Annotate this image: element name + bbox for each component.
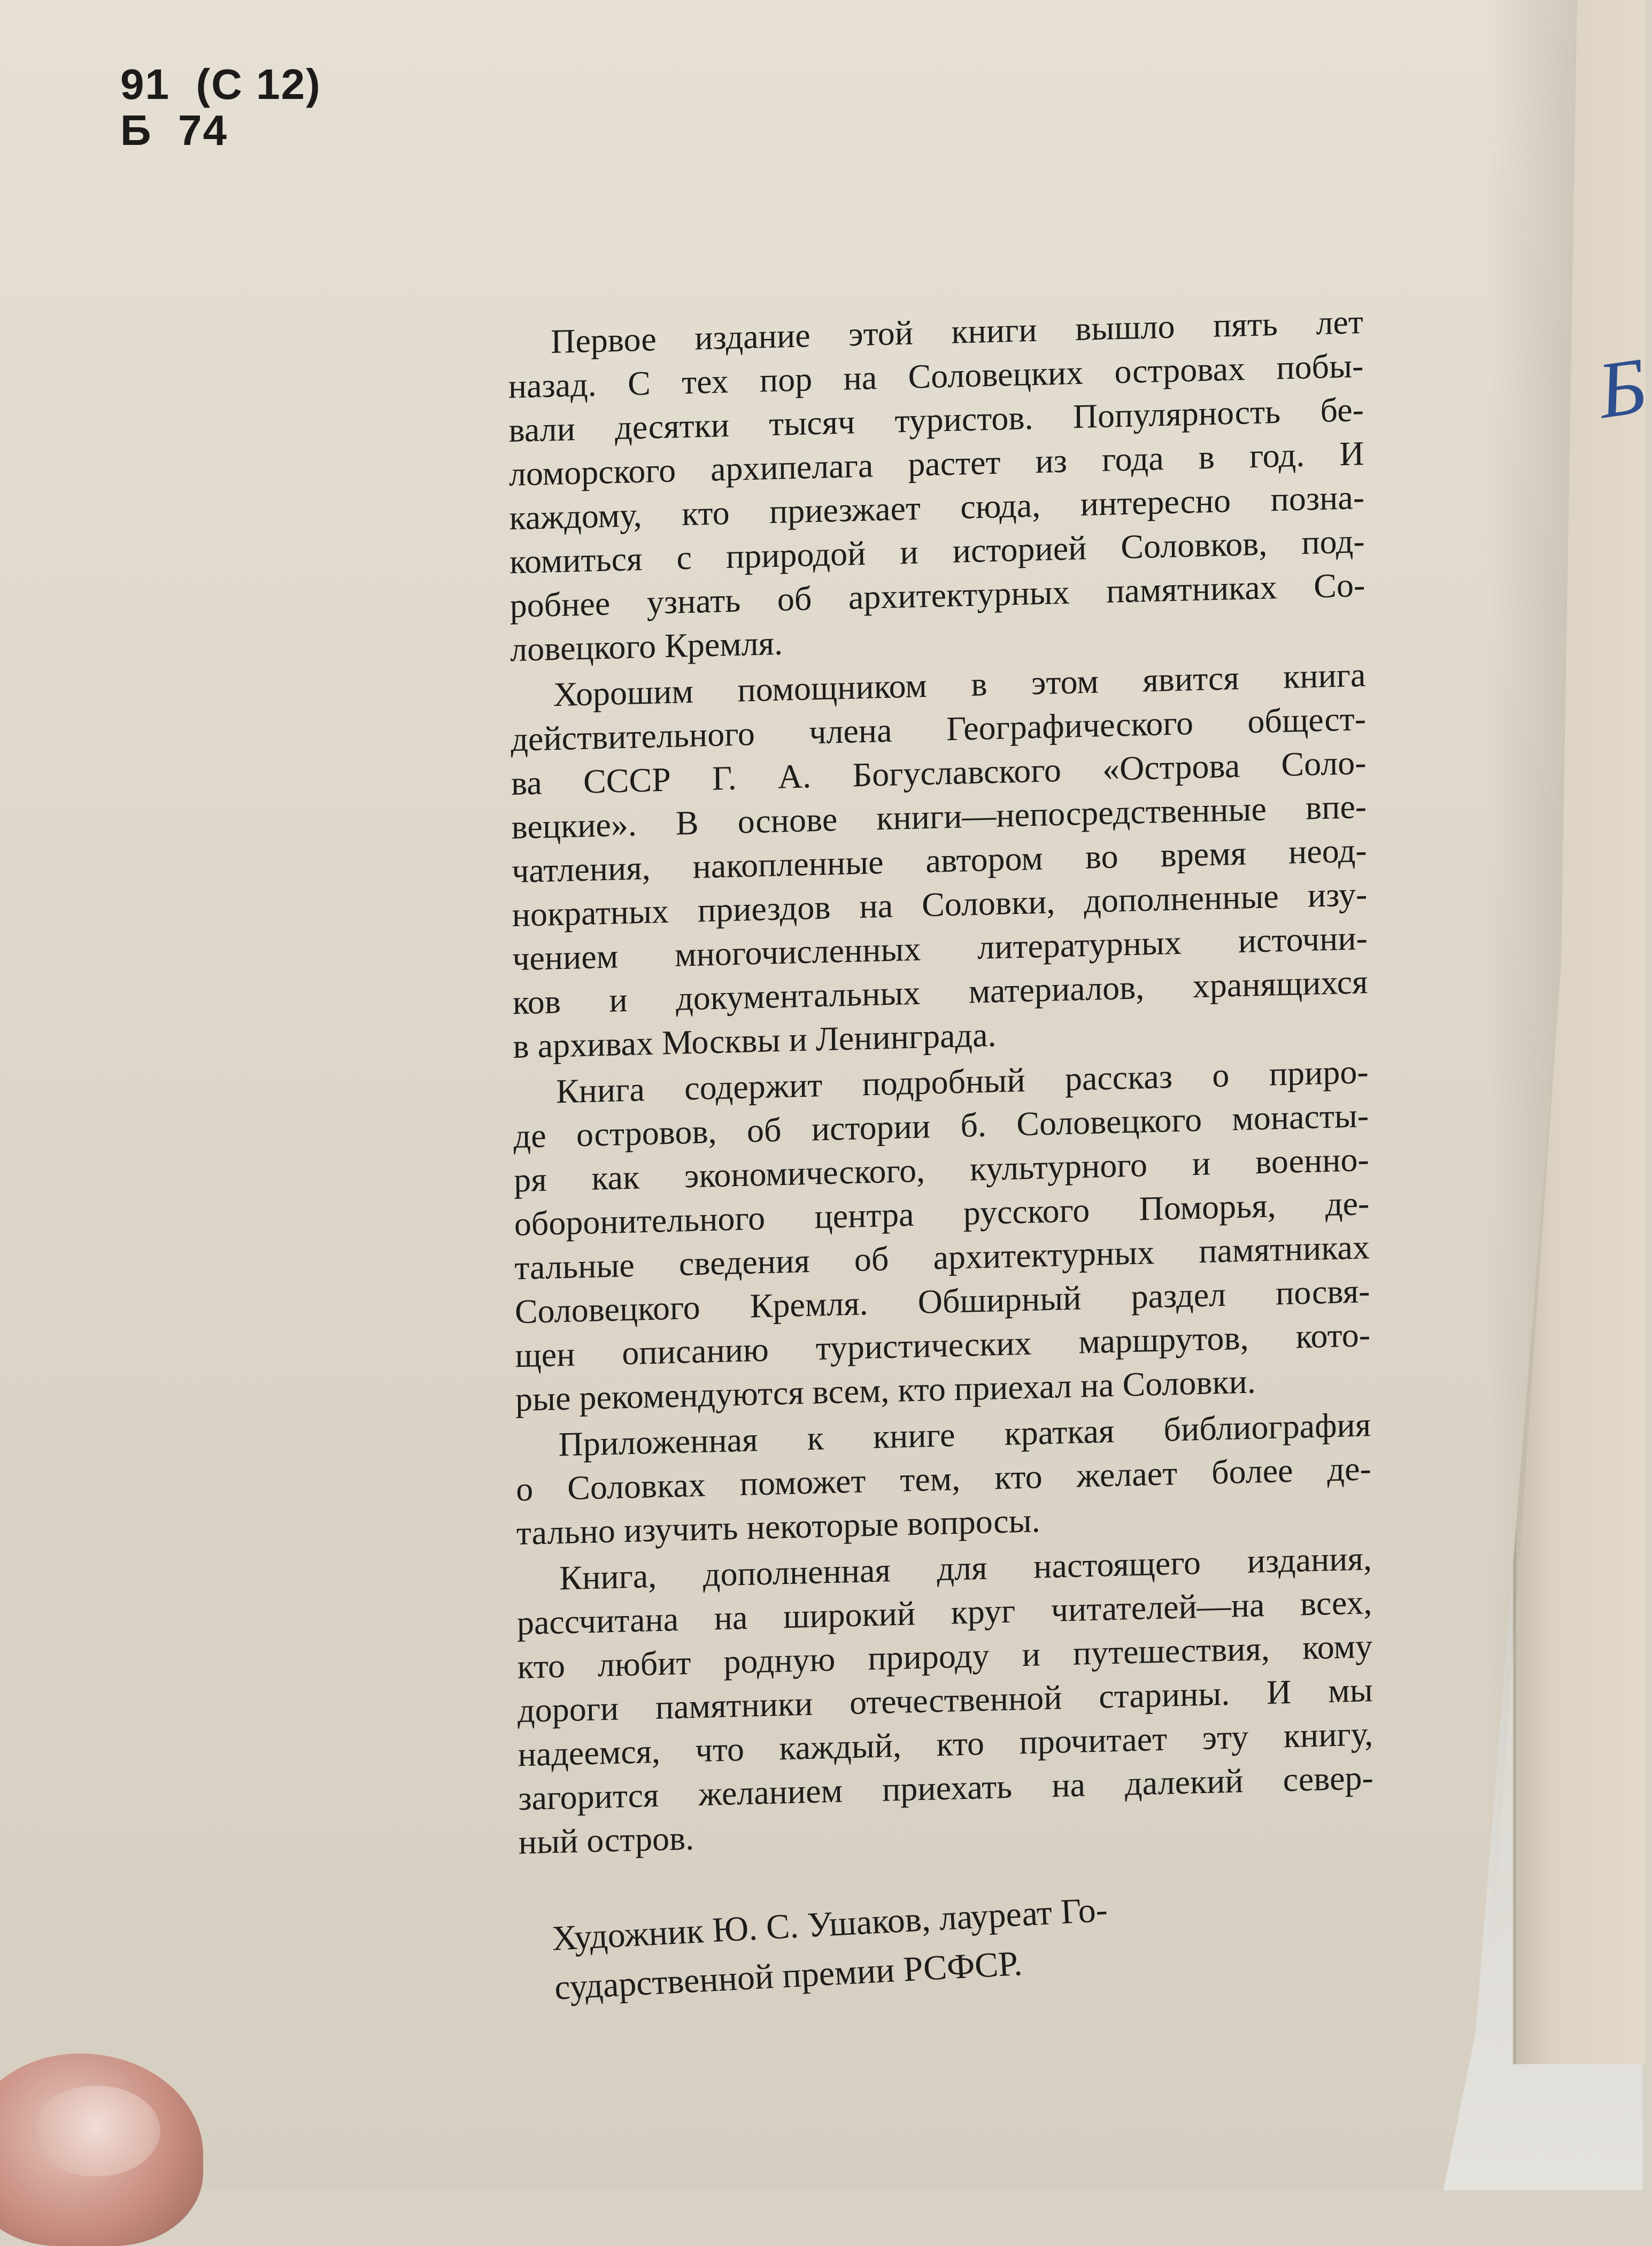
text-line: надеемся, что каждый, кто прочитает эту книгу, (518, 1714, 1373, 1774)
text-line: Соловецкого Кремля. Обширный раздел посвя- (514, 1272, 1370, 1331)
text-line: действительного члена Географического общест- (511, 699, 1367, 759)
text-line: вецкие». В основе книги—непосредственные впе- (511, 787, 1367, 847)
text-line: назад. С тех пор на Соловецких островах побы- (508, 346, 1364, 406)
text-line: щен описанию туристических маршрутов, кото- (515, 1316, 1371, 1375)
text-line: Хорошим помощником в этом явится книга (553, 655, 1366, 714)
text-line: в архивах Москвы и Ленинграда. (513, 1016, 997, 1066)
text-line: Книга, дополненная для настоящего издания, (559, 1539, 1372, 1597)
text-line: ва СССР Г. А. Богуславского «Острова Соло- (511, 743, 1367, 803)
thumb-nail (32, 2086, 160, 2176)
text-line: кто любит родную природу и путешествия, кому (517, 1627, 1373, 1686)
text-line: ков и документальных материалов, хранящихся (512, 963, 1368, 1022)
text-line: оборонительного центра русского Поморья, де- (514, 1184, 1370, 1243)
text-line: ловецкого Кремля. (510, 624, 783, 669)
text-line: робнее узнать об архитектурных памятниках Со- (510, 565, 1365, 625)
text-line: ря как экономического, культурного и военно- (513, 1140, 1369, 1199)
text-line: ный остров. (518, 1819, 694, 1862)
call-number-line: Б 74 (120, 106, 228, 154)
credit-line: Художник Ю. С. Ушаков, лауреат Го- (551, 1890, 1109, 1958)
text-line: Первое издание этой книги вышло пять лет (551, 302, 1364, 361)
text-line: тально изучить некоторые вопросы. (516, 1501, 1040, 1552)
text-line: рые рекомендуются всем, кто приехал на Соловки. (515, 1362, 1256, 1419)
credit-line: сударственной премии РСФСР. (553, 1944, 1023, 2007)
text-line: о Соловках поможет тем, кто желает более де- (516, 1449, 1372, 1509)
call-number-line: 91 (С 12) (120, 60, 321, 108)
text-line: де островов, об истории б. Соловецкого монасты- (513, 1096, 1369, 1156)
text-line: загорится желанием приехать на далекий север- (518, 1758, 1374, 1818)
text-line: Книга содержит подробный рассказ о приро- (555, 1052, 1369, 1111)
text-line: вали десятки тысяч туристов. Популярность бе- (508, 390, 1364, 450)
preface-text (508, 300, 1374, 1866)
handwritten-margin-mark: Б (1592, 341, 1652, 436)
text-line: рассчитана на широкий круг читателей—на всех, (516, 1583, 1372, 1642)
text-line: Приложенная к книге краткая библиография (558, 1405, 1371, 1464)
library-call-number (120, 61, 321, 153)
paragraph (513, 1050, 1371, 1421)
paragraph (516, 1536, 1374, 1864)
paragraph (508, 300, 1365, 672)
text-line: каждому, кто приезжает сюда, интересно позна- (509, 478, 1365, 537)
text-line: комиться с природой и историей Соловков, под- (509, 521, 1365, 581)
text-line: чением многочисленных литературных источни- (512, 919, 1368, 978)
text-line: чатления, накопленные автором во время неод- (511, 831, 1367, 890)
paragraph (515, 1403, 1371, 1555)
text-line: ломорского архипелага растет из года в год. И (508, 434, 1364, 494)
text-line: тальные сведения об архитектурных памятниках (514, 1228, 1370, 1287)
text-line: нократных приездов на Соловки, дополненные изу- (512, 875, 1368, 934)
paragraph (511, 653, 1369, 1068)
text-line: дороги памятники отечественной старины. И мы (517, 1671, 1373, 1730)
